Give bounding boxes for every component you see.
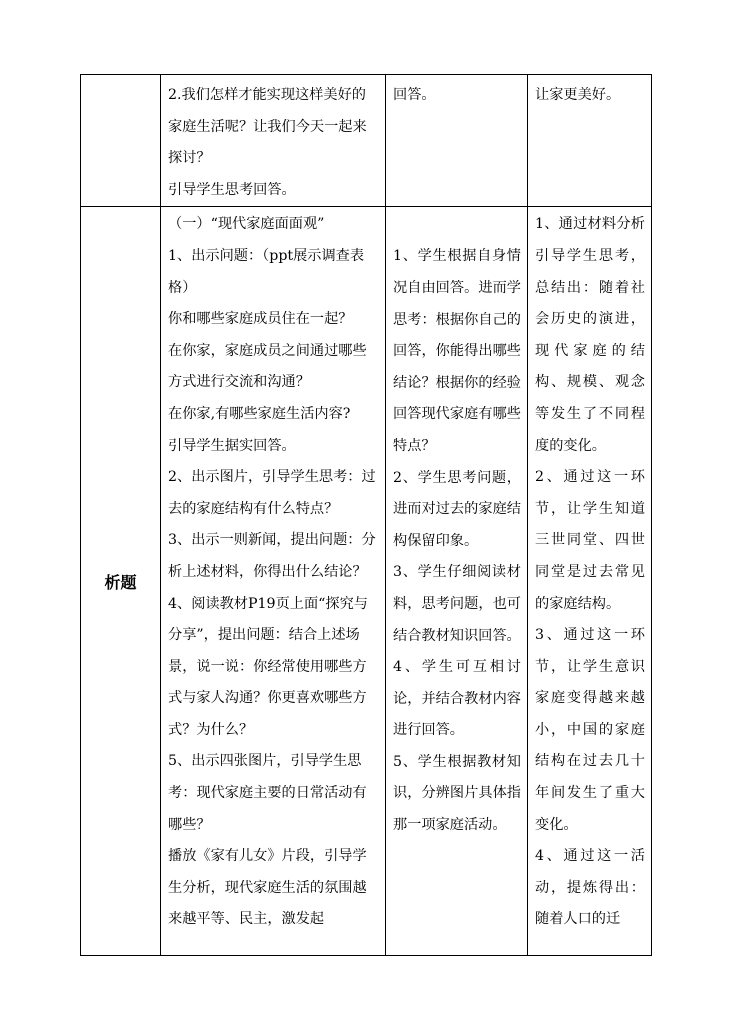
paragraph: 2.我们怎样才能实现这样美好的家庭生活呢？让我们今天一起来探讨？ xyxy=(168,87,367,167)
section-label-cell xyxy=(81,75,161,207)
paragraph: 2、学生思考问题，进而对过去的家庭结构保留印象。 xyxy=(393,469,521,549)
paragraph: 让家更美好。 xyxy=(535,87,621,103)
paragraph: （一）“现代家庭面面观” xyxy=(168,216,325,233)
paragraph: 3、出示一则新闻，提出问题：分析上述材料，你得出什么结论？ xyxy=(168,532,376,580)
paragraph: 5、学生根据教材知识，分辨图片具体指那一项家庭活动。 xyxy=(393,753,521,834)
design-intent-cell xyxy=(528,207,652,956)
paragraph: 播放《家有儿女》片段，引导学生分析，现代家庭生活的氛围越来越平等、民主，激发起 xyxy=(168,848,367,928)
design-intent-text xyxy=(528,75,651,112)
section-label: 析题 xyxy=(81,207,161,956)
paragraph: 3、通过这一环节，让学生意识家庭变得越来越小，中国的家庭结构在过去几十年间发生了重大变化。 xyxy=(535,627,645,833)
paragraph: 在你家,有哪些家庭生活内容? xyxy=(168,405,351,422)
paragraph: 4、阅读教材P19页上面“探究与分享”，提出问题：结合上述场景，说一说：你经常使用哪些方式与家人沟通？你更喜欢哪些方式？为什么？ xyxy=(168,595,368,738)
table-row xyxy=(81,75,652,207)
paragraph: 回答。 xyxy=(393,87,436,103)
paragraph: 你和哪些家庭成员住在一起？ xyxy=(168,311,353,328)
teacher-activity-cell xyxy=(161,75,386,207)
teacher-activity-text xyxy=(161,75,385,206)
paragraph: 4、通过这一活动，提炼得出：随着人口的迁 xyxy=(535,848,645,928)
student-activity-cell xyxy=(386,75,528,207)
teacher-activity-cell xyxy=(161,207,386,956)
paragraph: 5、出示四张图片，引导学生思考：现代家庭主要的日常活动有哪些？ xyxy=(168,753,367,833)
paragraph: 3、学生仔细阅读材料，思考问题，也可结合教材知识回答。 xyxy=(393,564,521,644)
paragraph: 2、通过这一环节，让学生知道三世同堂、四世同堂是过去常见的家庭结构。 xyxy=(535,469,645,612)
lesson-plan-table xyxy=(80,74,652,956)
paragraph: 4、学生可互相讨论，并结合教材内容进行回答。 xyxy=(393,659,521,739)
student-activity-text xyxy=(386,207,527,841)
paragraph: 2、出示图片，引导学生思考：过去的家庭结构有什么特点？ xyxy=(168,469,376,517)
paragraph: 引导学生据实回答。 xyxy=(168,437,296,454)
paragraph: 引导学生思考回答。 xyxy=(168,181,296,198)
paragraph: 1、出示问题：（ppt展示调查表格） xyxy=(168,247,365,296)
table-row xyxy=(81,207,652,956)
student-activity-cell xyxy=(386,207,528,956)
paragraph: 1、通过材料分析引导学生思考，总结出：随着社会历史的演进，现代家庭的结构、规模、观念等发生了不同程度的变化。 xyxy=(535,216,645,454)
teacher-activity-text xyxy=(161,207,385,936)
design-intent-cell xyxy=(528,75,652,207)
paragraph: 1、学生根据自身情况自由回答。进而学思考：根据你自己的回答，你能得出哪些结论？根据你的经验回答现代家庭有哪些特点？ xyxy=(393,248,521,454)
design-intent-text xyxy=(528,207,651,936)
paragraph: 在你家，家庭成员之间通过哪些方式进行交流和沟通？ xyxy=(168,342,367,391)
student-activity-text xyxy=(386,75,527,112)
